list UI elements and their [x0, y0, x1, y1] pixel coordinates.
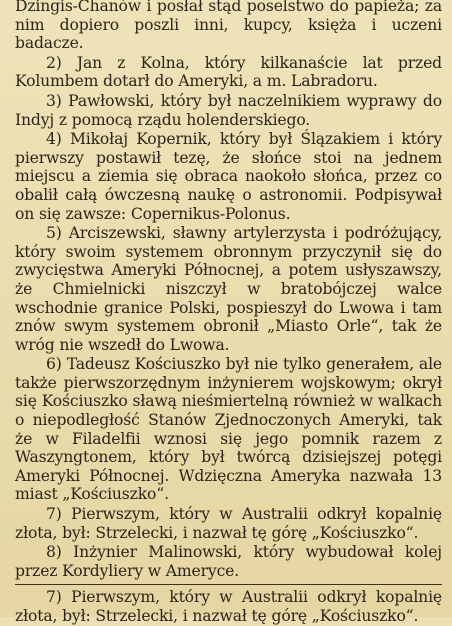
paragraph-2-jan-z-kolna: 2) Jan z Kolna, który kilkanaście lat przed Kolumbem dotarł do Ameryki, a m. Labradoru.: [15, 53, 442, 91]
section-divider: [15, 584, 442, 585]
paragraph-intro: Dzingis-Chanów i posłał stąd poselstwo do papieża; za nim dopiero poszli inni, kupcy, księża i uczeni badacze.: [15, 0, 442, 53]
paragraph-4-kopernik: 4) Mikołaj Kopernik, który był Ślązakiem i który pierwszy postawił tezę, że słońce stoi na jednem miejscu a ziemia się obraca naokoło słońca, przez co obalił całą ówczesną naukę o astronomii. Podpisywał on się zawsze: Copernikus-Polonus.: [15, 130, 442, 223]
paragraph-3-pawlowski: 3) Pawłowski, który był naczelnikiem wyprawy do Indyj z pomocą rządu holenderskiego.: [15, 91, 442, 129]
paragraph-5-arciszewski: 5) Arciszewski, sławny artylerzysta i podróżujący, który swoim systemem obronnym przyczynił się do zwycięstwa Ameryki Północnej, a potem usłyszawszy, że Chmielnicki niszczył w bratobójczej walce wschodnie granice Polski, pospieszył do Lwowa i tam znów swym systemem obronił „Miasto Orle“, tak że wróg nie wszedł do Lwowa.: [15, 224, 442, 354]
paragraph-7-strzelecki: 7) Pierwszym, który w Australii odkrył kopalnię złota, był: Strzelecki, i nazwał tę górę „Kościuszko“.: [15, 505, 442, 542]
article-body: [15, 0, 442, 580]
paragraph-8-malinowski: 8) Inżynier Malinowski, który wybudował kolej przez Kordyliery w Ameryce.: [15, 543, 442, 580]
paragraph-7-repeat: 7) Pierwszym, który w Australii odkrył kopalnię złota, był: Strzelecki, i nazwał tę górę „Kościuszko“.: [15, 588, 442, 625]
paragraph-6-kosciuszko: 6) Tadeusz Kościuszko był nie tylko generałem, ale także pierwszorzędnym inżynierem wojskowym; okrył się Kościuszko sławą nieśmiertelną również w walkach o niepodległość Stanów Zjednoczonych Ameryki, tak że w Filadelfii wznosi się jego pomnik razem z Waszyngtonem, który był twórcą dzisiejszej potęgi Ameryki Północnej. Wdzięczna Ameryka nazwała 13 miast „Kościuszko“.: [15, 355, 442, 504]
